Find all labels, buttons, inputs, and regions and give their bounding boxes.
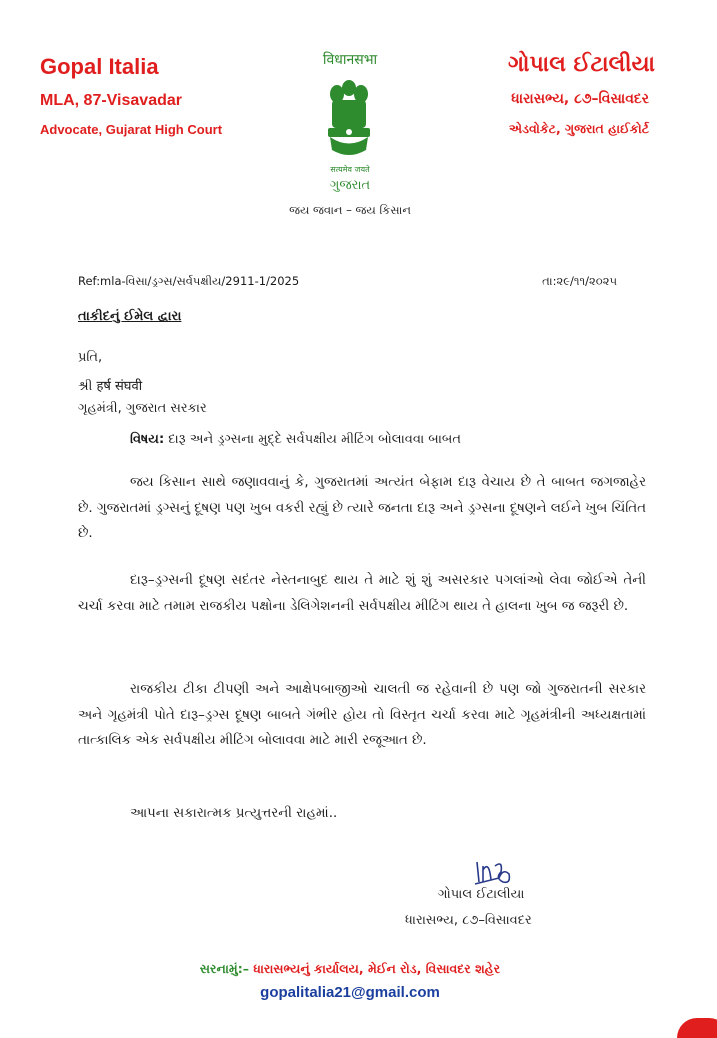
slogan: જય જવાન – જય કિસાન [289, 203, 411, 217]
sender-name-gujarati: ગોપાલ ઈટાલીયા [507, 52, 655, 77]
closing-line: આપના સકારાત્મક પ્રત્યુત્તરની રાહમાં.. [130, 806, 338, 821]
state-label: ગુજરાત [329, 178, 371, 193]
body-paragraph: રાજકીય ટીકા ટીપણી અને આક્ષેપબાજીઓ ચાલતી જ રહેવાની છે પણ જો ગુજરાતની સરકાર અને ગૃહમંત્રી પોતે દારૂ–ડ્રગ્સ દૂષણ બાબતે ગંભીર હોય તો વિસ્તૃત ચર્ચા કરવા માટે ગૃહમંત્રીની અધ્યક્ષતામાં તાત્કાલિક એક સર્વપક્ષીય મીટિંગ બોલાવવા માટે મારી રજૂઆત છે. [78, 682, 646, 748]
letter-date: તા:૨૯/૧૧/૨૦૨૫ [542, 274, 617, 288]
footer-address [0, 961, 700, 977]
signatory-name: ગોપાલ ઈટાલીયા [438, 887, 525, 902]
corner-decoration [677, 1018, 717, 1038]
sender-profession-english: Advocate, Gujarat High Court [40, 122, 223, 137]
signatory-designation: ધારાસભ્ય, ૮૭–વિસાવદર [405, 913, 532, 928]
emblem-motto: सत्यमेव जयते [330, 165, 370, 174]
vidhansabha-label: विधानसभा [322, 52, 378, 68]
national-emblem-icon [320, 78, 378, 166]
subject-label: વિષય: [130, 432, 165, 447]
recipient-designation: ગૃહમંત્રી, ગુજરાત સરકાર [78, 401, 207, 416]
body-paragraph: જય કિસાન સાથે જણાવવાનું કે, ગુજરાતમાં અત્યંત બેફામ દારૂ વેચાય છે તે બાબત જગજાહેર છે. ગુજરાતમાં ડ્રગ્સનું દૂષણ પણ ખુબ વકરી રહ્યું છે ત્યારે જનતા દારૂ અને ડ્રગ્સના દૂષણને લઈને ખુબ ચિંતિત છે. [78, 475, 646, 541]
delivery-mode: તાકીદનું ઈમેલ દ્વારા [78, 309, 182, 324]
reference-number: Ref:mla-વિસા/ડ્રગ્સ/સર્વપક્ષીય/2911-1/2025 [78, 274, 300, 288]
address-text: ધારાસભ્યનું કાર્યાલય, મેઈન રોડ, વિસાવદર શહેર [248, 961, 501, 976]
sender-name-english: Gopal Italia [40, 54, 159, 79]
body-paragraph: દારૂ–ડ્રગ્સની દૂષણ સદંતર નેસ્તનાબુદ થાય તે માટે શું શું અસરકાર પગલાંઓ લેવા જોઈએ તેની ચર્ચા કરવા માટે તમામ રાજકીય પક્ષોના ડેલિગેશનની સર્વપક્ષીય મીટિંગ થાય તે હાલના ખુબ જ જરૂરી છે. [78, 573, 646, 614]
subject-line [130, 432, 461, 447]
sender-designation-gujarati: ધારાસભ્ય, ૮૭–વિસાવદર [511, 91, 649, 107]
recipient-name: શ્રી हर्ष संघवी [78, 379, 143, 394]
signature-mark-icon [473, 856, 515, 888]
footer-email[interactable]: gopalitalia21@gmail.com [260, 984, 440, 1001]
subject-text: દારૂ અને ડ્રગ્સના મુદ્દે સર્વપક્ષીય મીટિંગ બોલાવવા બાબત [164, 432, 461, 447]
sender-designation-english: MLA, 87-Visavadar [40, 92, 182, 109]
recipient-salutation: પ્રતિ, [78, 350, 103, 365]
address-label: સરનામું:– [199, 961, 249, 976]
sender-profession-gujarati: એડવોકેટ, ગુજરાત હાઈકોર્ટ [508, 121, 649, 136]
